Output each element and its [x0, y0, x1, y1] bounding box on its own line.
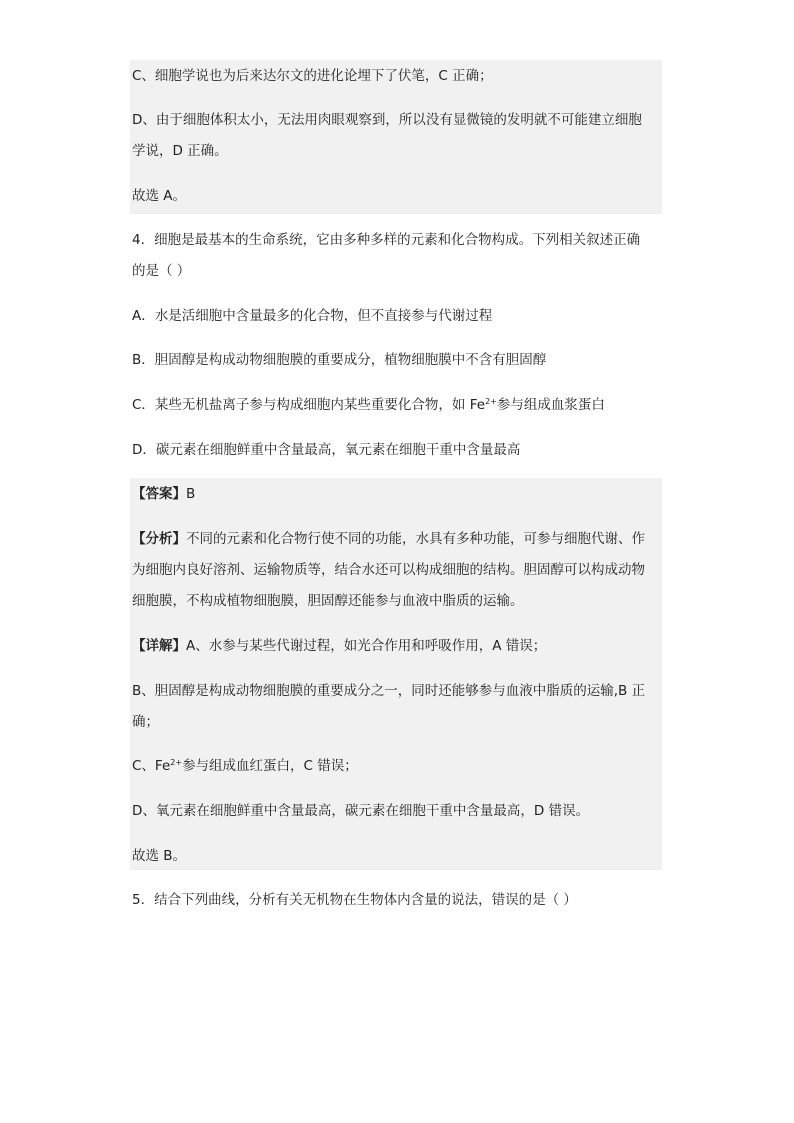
answer4-conclusion: 故选 B。	[132, 848, 187, 864]
question4-option-d: D．碳元素在细胞鲜重中含量最高，氧元素在细胞干重中含量最高	[132, 442, 521, 458]
answer4-detail-d: D、氧元素在细胞鲜重中含量最高，碳元素在细胞干重中含量最高，D 错误。	[132, 803, 590, 819]
question4-option-b: B．胆固醇是构成动物细胞膜的重要成分，植物细胞膜中不含有胆固醇	[132, 352, 547, 368]
answer4-detail-c	[132, 756, 662, 776]
detail-c-text-end: 参与组成血红蛋白，C 错误；	[182, 758, 358, 774]
answer-label: 【答案】	[132, 486, 186, 502]
answer4-detail-b-line1: B、胆固醇是构成动物细胞膜的重要成分之一，同时还能够参与血液中脂质的运输,B 正	[132, 683, 646, 699]
prev-answer-d-line2: 学说，D 正确。	[132, 143, 228, 159]
question4-option-a: A．水是活细胞中含量最多的化合物，但不直接参与代谢过程	[132, 308, 493, 324]
detail-c-text: C、Fe	[132, 758, 171, 774]
detail-a-text: A、水参与某些代谢过程，如光合作用和呼吸作用，A 错误；	[186, 638, 547, 654]
prev-answer-c: C、细胞学说也为后来达尔文的进化论埋下了伏笔，C 正确；	[132, 68, 493, 84]
question4-stem-line1: 4．细胞是最基本的生命系统，它由多种多样的元素和化合物构成。下列相关叙述正确	[132, 232, 641, 248]
answer4-answer	[132, 484, 662, 504]
question4-stem-line2: 的是（ ）	[132, 263, 191, 279]
option-c-superscript: 2+	[485, 397, 497, 406]
question4-option-c	[132, 395, 662, 415]
answer4-analysis-line3: 细胞膜，不构成植物细胞膜，胆固醇还能参与血液中脂质的运输。	[132, 593, 524, 609]
answer4-analysis-line2: 为细胞内良好溶剂、运输物质等，结合水还可以构成细胞的结构。胆固醇可以构成动物	[132, 562, 645, 578]
analysis-text: 不同的元素和化合物行使不同的功能，水具有多种功能，可参与细胞代谢、作	[186, 531, 645, 547]
question5-stem: 5．结合下列曲线，分析有关无机物在生物体内含量的说法，错误的是（ ）	[132, 892, 577, 908]
answer4-detail-a	[132, 636, 662, 656]
answer4-analysis-line1	[132, 529, 662, 549]
option-c-text-end: 参与组成血浆蛋白	[496, 397, 605, 413]
answer4-detail-b-line2: 确；	[132, 714, 159, 730]
analysis-label: 【分析】	[132, 531, 186, 547]
option-c-text: C．某些无机盐离子参与构成细胞内某些重要化合物，如 Fe	[132, 397, 486, 413]
prev-answer-conclusion: 故选 A。	[132, 188, 187, 204]
detail-c-superscript: 2+	[170, 758, 183, 767]
answer-value: B	[186, 486, 196, 502]
detail-label: 【详解】	[132, 638, 186, 654]
prev-answer-d-line1: D、由于细胞体积太小，无法用肉眼观察到，所以没有显微镜的发明就不可能建立细胞	[132, 112, 642, 128]
